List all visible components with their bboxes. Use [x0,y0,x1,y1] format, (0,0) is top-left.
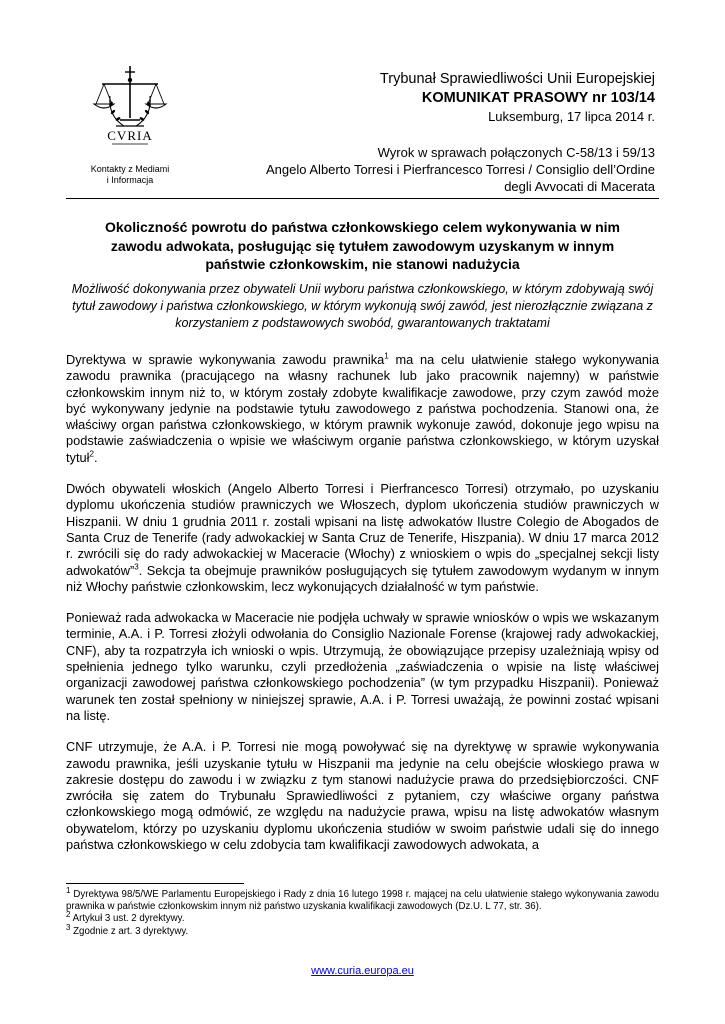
media-contact-label [80,164,180,186]
footnote-divider [66,883,244,884]
contact-line-2: i Informacja [106,175,154,185]
footnote-ref-3[interactable]: 3 [134,562,139,572]
article-body [66,352,659,868]
header-divider [66,198,659,199]
logo-text: CVRIA [107,128,153,143]
paragraph-1: Dyrektywa w sprawie wykonywania zawodu prawnika$^1$ ma na celu ułatwienie stałego wykonywania zawodu prawnika (pracującego na własny rachunek lub jako pracownik najemny) w państwie członkowskim innym niż to, w którym zostały zdobyte kwalifikacje zawodowe, przy czym zawód może być wykonywany jedynie na podstawie tytułu zawodowego z państwa pochodzenia. Stanowi ona, że właściwy organ państwa członkowskiego, w którym prawnik wykonuje zawód, dokonuje jego wpisu na podstawie zaświadczenia o wpisie we właściwym organie państwa członkowskiego, w którym uzyskał tytuł$^2$. [66,351,659,465]
case-line-2: Angelo Alberto Torresi i Pierfrancesco Torresi / Consiglio dell’Ordine [266,162,655,177]
case-line-3: degli Avvocati di Macerata [504,179,655,194]
contact-line-1: Kontakty z Mediami [90,164,170,174]
header-info [215,70,655,195]
footnotes [66,885,659,938]
footnote-3: $^3$ Zgodnie z art. 3 dyrektywy. [66,922,189,937]
subheadline: Możliwość dokonywania przez obywateli Unii wyboru państwa członkowskiego, w którym zdobywają swój tytuł zawodowy i państwa członkowskiego, w którym wykonują swój zawód, jest nierozłącznie związana z korzystaniem z podstawowych swobód, gwarantowanych traktatami [71,282,654,330]
curia-website-link[interactable]: www.curia.europa.eu [311,965,414,977]
footnote-1: $^1$ Dyrektywa 98/5/WE Parlamentu Europejskiego i Rady z dnia 16 lutego 1998 r. mającej na celu ułatwienie stałego wykonywania zawodu prawnika w państwie członkowskim innym niż państwo uzyskania kwalifikacji zawodowych (Dz.U. L 77, str. 36). [66,885,659,913]
paragraph-2: Dwóch obywateli włoskich (Angelo Alberto Torresi i Pierfrancesco Torresi) otrzymało, po uzyskaniu dyplomu ukończenia studiów prawniczych we Włoszech, dyplom ukończenia studiów prawniczych w Hiszpanii. W dniu 1 grudnia 2011 r. zostali wpisani na listę adwokatów Ilustre Colegio de Abogados de Santa Cruz de Tenerife (rady adwokackiej w Santa Cruz de Tenerife, Hiszpania). W dniu 17 marca 2012 r. zwrócili się do rady adwokackiej w Maceracie (Włochy) z wnioskiem o wpis do „specjalnej sekcji listy adwokatów”$^3$. Sekcja ta obejmuje prawników posługujących się tytułem zawodowym wydanym w innym niż Włochy państwie członkowskim, lecz wykonujących działalność w tym państwie. [66,481,659,594]
press-release-number: KOMUNIKAT PRASOWY nr 103/14 [421,90,655,106]
paragraph-3: Ponieważ rada adwokacka w Maceracie nie podjęła uchwały w sprawie wniosków o wpis we wskazanym terminie, A.A. i P. Torresi złożyli odwołania do Consiglio Nazionale Forense (krajowej rady adwokackiej, CNF), aby ta rozpatrzyła ich wnioski o wpis. Utrzymują, że obowiązujące przepisy uzależniają wpisy od spełnienia jednego tylko warunku, czyli przedłożenia „zaświadczenia o wpisie na listę właściwej organizacji zawodowej państwa członkowskiego pochodzenia” (w tym przypadku Hiszpanii). Ponieważ warunek ten został spełniony w niniejszej sprawie, A.A. i P. Torresi uważają, że powinni zostać wpisani na listę. [66,610,659,723]
institution-name: Trybunał Sprawiedliwości Unii Europejskiej [379,71,655,87]
curia-logo [80,60,180,186]
scales-of-justice-icon [90,60,170,160]
place-date: Luksemburg, 17 lipca 2014 r. [488,109,655,124]
footnote-2: $^2$ Artykuł 3 ust. 2 dyrektywy. [66,910,185,925]
footnote-ref-1[interactable]: 1 [384,351,389,361]
paragraph-4: CNF utrzymuje, że A.A. i P. Torresi nie mogą powoływać się na dyrektywę w sprawie wykonywania zawodu prawnika, jeśli uzyskanie tytułu w Hiszpanii ma jedynie na celu obejście włoskiego prawa w zakresie dostępu do zawodu i w związku z tym stanowi nadużycie prawa do przedsiębiorczości. CNF zwróciła się zatem do Trybunału Sprawiedliwości z pytaniem, czy właściwe organy państwa członkowskiego mogą odmówić, ze względu na nadużycie prawa, wpisu na listę adwokatów własnym obywatelom, którzy po uzyskaniu dyplomu ukończenia studiów w swoim państwie udali się do innego państwa członkowskiego w celu zdobycia tam kwalifikacji zawodowych adwokata, a [66,739,659,853]
footnote-ref-2[interactable]: 2 [89,449,94,459]
headline: Okoliczność powrotu do państwa członkowskiego celem wykonywania w nim zawodu adwokata, posługując się tytułem zawodowym uzyskanym w innym państwie członkowskim, nie stanowi nadużycia [105,219,620,272]
case-line-1: Wyrok w sprawach połączonych C-58/13 i 59/13 [377,145,655,160]
